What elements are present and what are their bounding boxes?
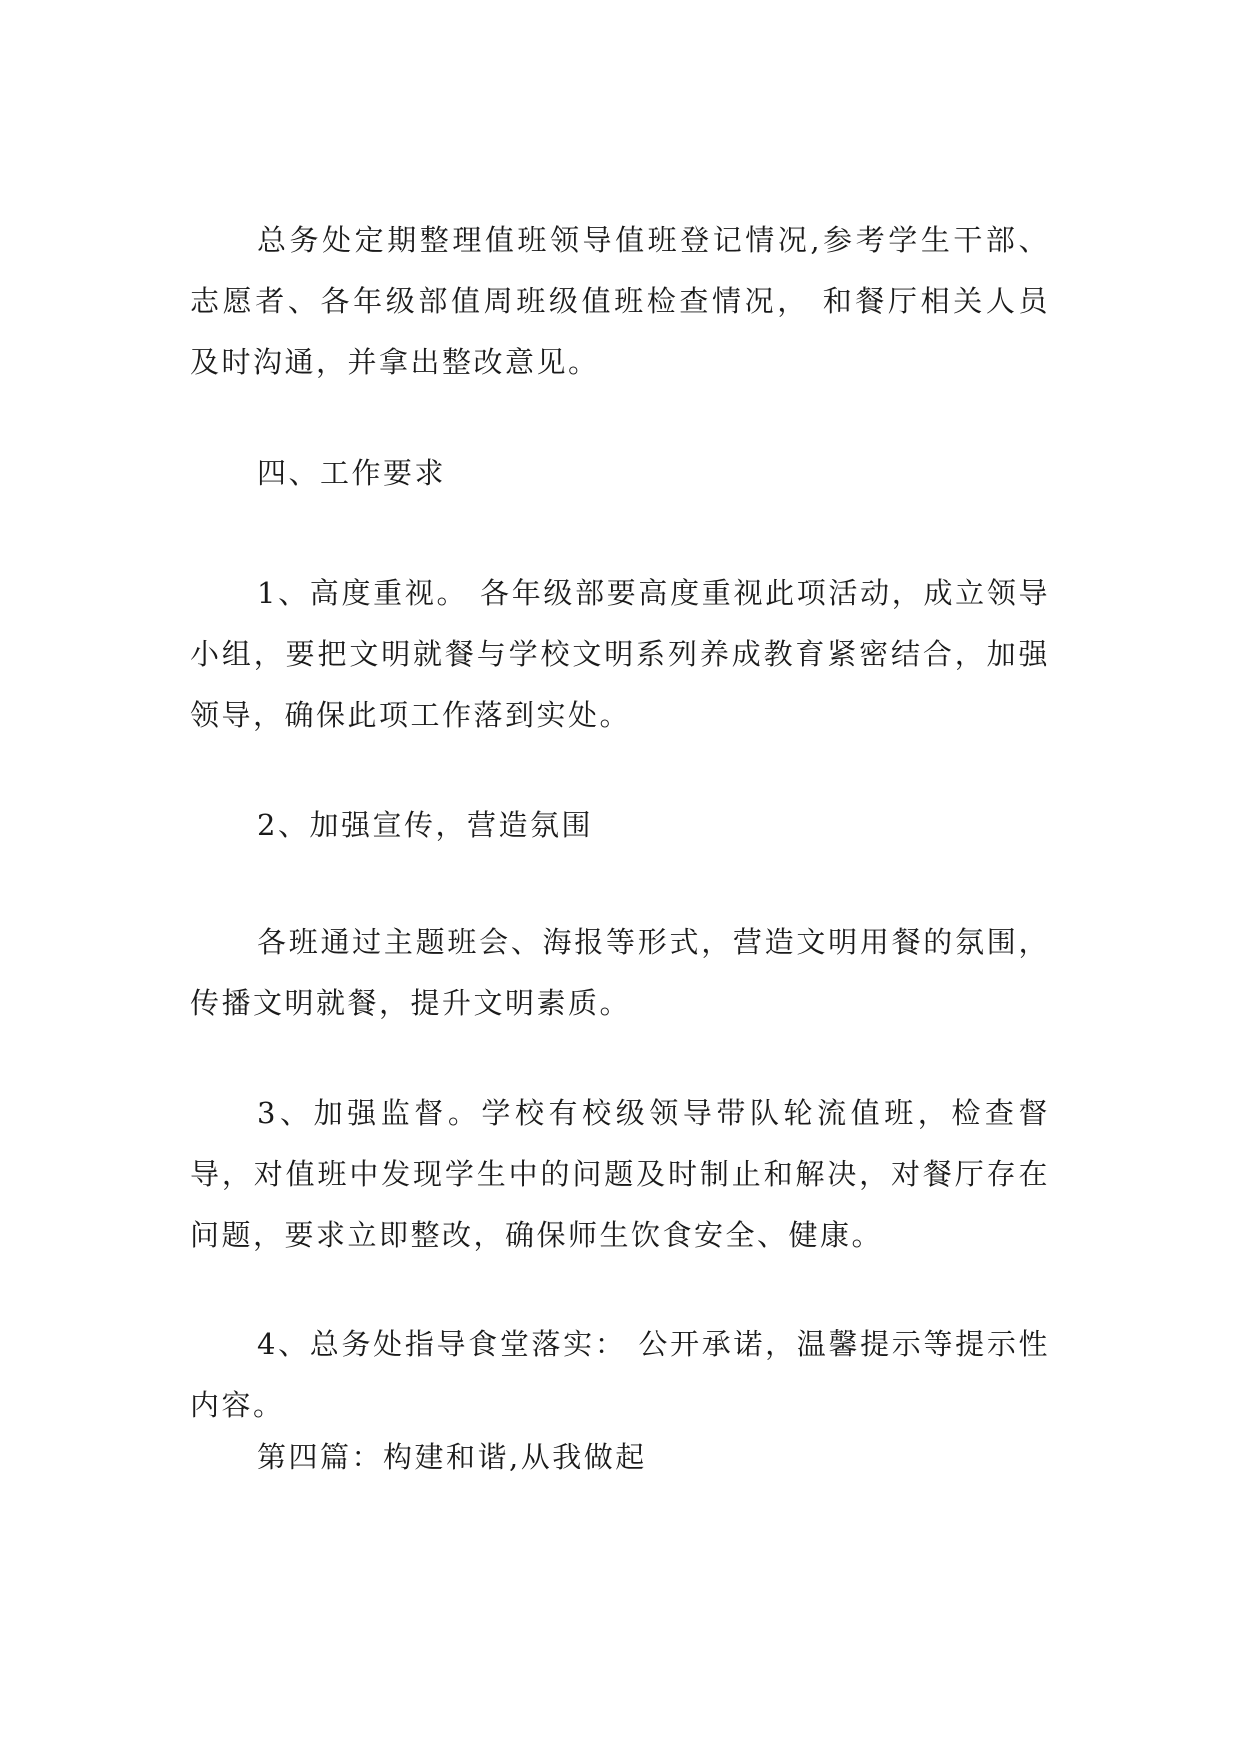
chapter-title-part-four: 第四篇：构建和谐,从我做起 bbox=[257, 1440, 647, 1474]
paragraph-item-3: 3、加强监督。学校有校级领导带队轮流值班，检查督导，对值班中发现学生中的问题及时制止和解决，对餐厅存在问题，要求立即整改，确保师生饮食安全、健康。 bbox=[190, 1096, 1050, 1252]
paragraph-item-4: 4、总务处指导食堂落实： 公开承诺，温馨提示等提示性内容。 bbox=[190, 1327, 1050, 1422]
paragraph-item-2-heading: 2、加强宣传，营造氛围 bbox=[257, 808, 593, 842]
paragraph-duty-records: 总务处定期整理值班领导值班登记情况,参考学生干部、志愿者、各年级部值周班级值班检查情况， 和餐厅相关人员及时沟通，并拿出整改意见。 bbox=[190, 223, 1050, 379]
paragraph-item-2-body: 各班通过主题班会、海报等形式，营造文明用餐的氛围，传播文明就餐，提升文明素质。 bbox=[190, 925, 1050, 1020]
paragraph-item-1: 1、高度重视。 各年级部要高度重视此项活动，成立领导小组，要把文明就餐与学校文明系列养成教育紧密结合，加强领导，确保此项工作落到实处。 bbox=[190, 576, 1050, 732]
section-heading-work-requirements: 四、工作要求 bbox=[257, 456, 447, 490]
